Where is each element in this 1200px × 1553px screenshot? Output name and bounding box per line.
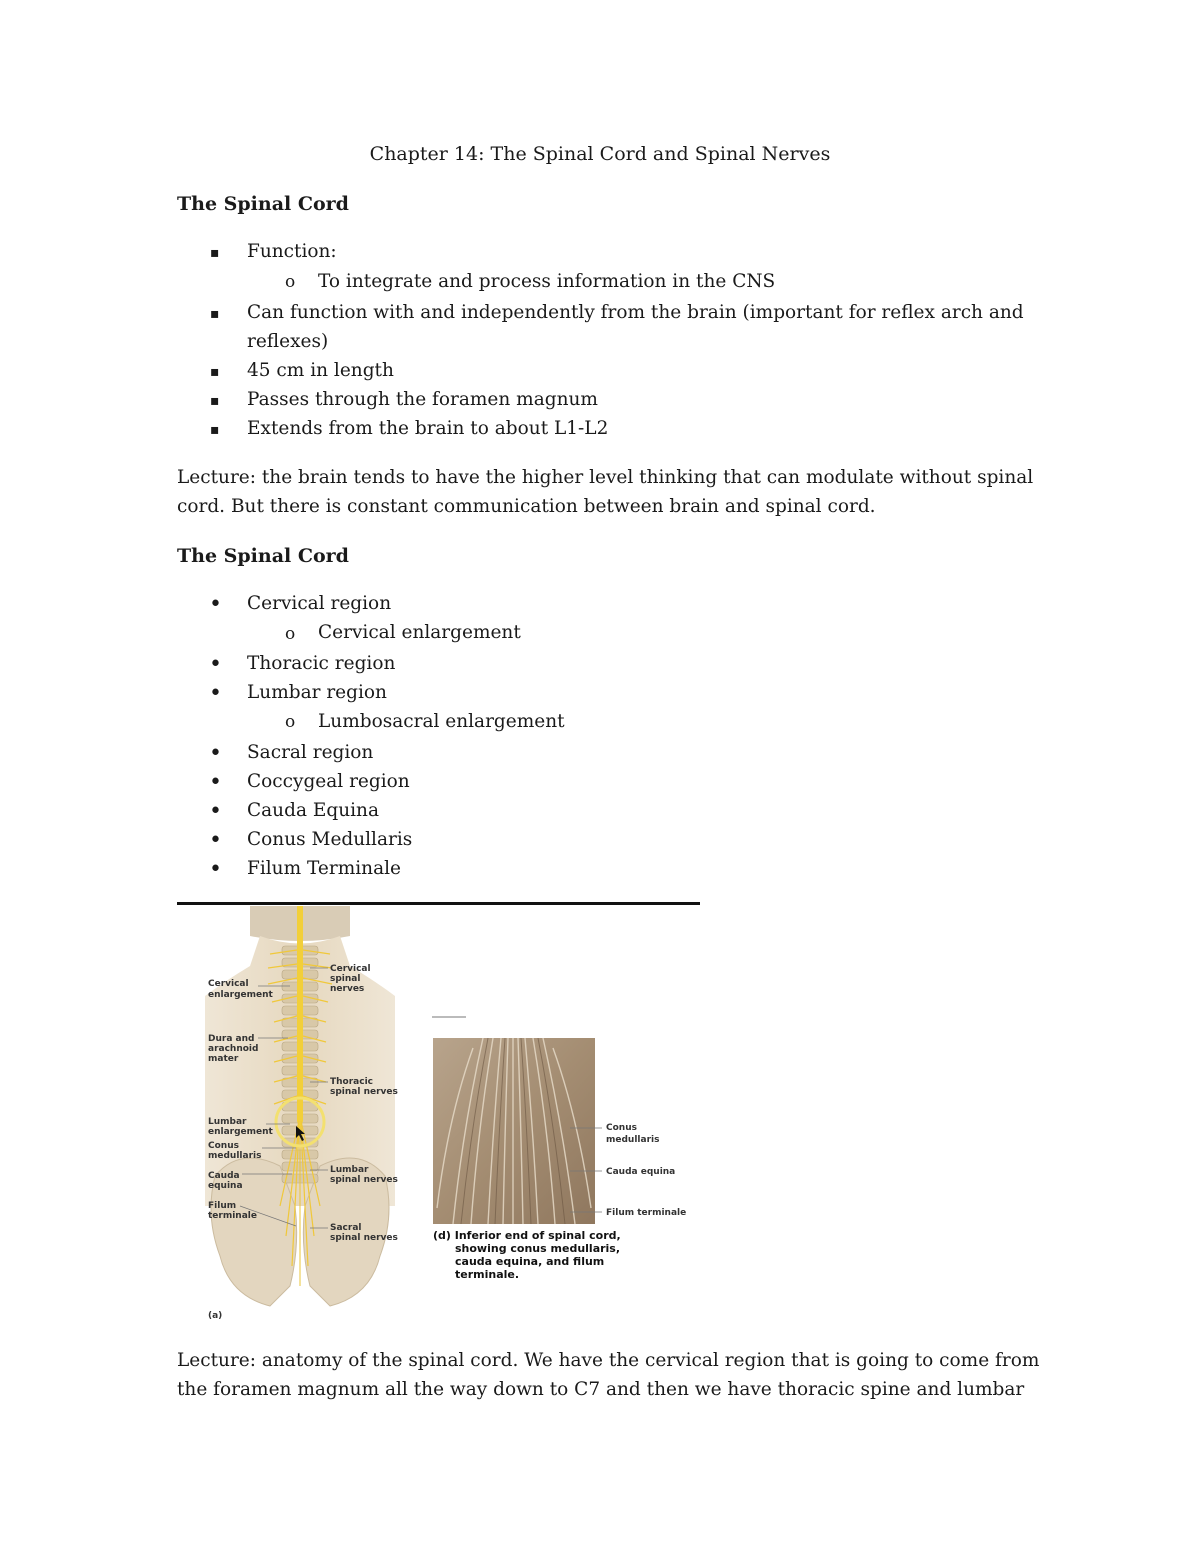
- label-cervical-spinal-nerves: Cervical: [330, 964, 371, 974]
- list-subitem: Cervical enlargement: [318, 622, 521, 643]
- bullet-marker: •: [209, 857, 222, 882]
- list-item: Function:: [247, 241, 337, 262]
- bullet-marker: •: [209, 799, 222, 824]
- bullet-marker: •: [209, 770, 222, 795]
- list-item: Coccygeal region: [247, 771, 410, 792]
- sub-bullet-marker: o: [285, 712, 296, 732]
- list-item: Sacral region: [247, 742, 374, 763]
- caption-line: terminale.: [455, 1268, 520, 1281]
- figure-d-caption: [433, 1229, 621, 1281]
- bullet-marker: •: [209, 681, 222, 706]
- bullet-marker: •: [209, 652, 222, 677]
- bullet-marker: ▪: [210, 245, 220, 261]
- list-item: 45 cm in length: [247, 360, 394, 381]
- dissection-photo: [433, 1038, 595, 1224]
- label-lumbar-spinal-nerves: Lumbar: [330, 1165, 369, 1175]
- label-cervical-enlargement: Cervical: [208, 979, 249, 989]
- label-cervical-spinal-nerves: spinal: [330, 974, 361, 984]
- list-item: Lumbar region: [247, 682, 387, 703]
- label-cauda-equina: equina: [208, 1181, 243, 1191]
- label-d-conus-medullaris: Conus: [606, 1123, 637, 1133]
- list-item-continued: reflexes): [247, 331, 329, 352]
- list-item: Cervical region: [247, 593, 392, 614]
- caption-line: cauda equina, and filum: [455, 1255, 605, 1268]
- lecture-note: cord. But there is constant communication between brain and spinal cord.: [177, 496, 876, 517]
- list-subitem: To integrate and process information in the CNS: [318, 271, 776, 292]
- bullet-marker: ▪: [210, 364, 220, 380]
- sub-bullet-marker: o: [285, 272, 296, 292]
- list-item: Can function with and independently from the brain (important for reflex arch and: [247, 302, 1024, 323]
- bullet-marker: ▪: [210, 422, 220, 438]
- list-subitem: Lumbosacral enlargement: [318, 711, 565, 732]
- label-lumbar-enlargement: enlargement: [208, 1127, 273, 1137]
- figure-panel-label: (a): [208, 1311, 223, 1321]
- label-d-filum-terminale: Filum terminale: [606, 1208, 687, 1218]
- label-dura-arachnoid: arachnoid: [208, 1044, 259, 1054]
- label-cauda-equina: Cauda: [208, 1171, 240, 1181]
- label-lumbar-spinal-nerves: spinal nerves: [330, 1175, 398, 1185]
- label-filum-terminale: Filum: [208, 1201, 237, 1211]
- lecture-note: Lecture: anatomy of the spinal cord. We have the cervical region that is going to come from: [177, 1350, 1040, 1371]
- label-thoracic-spinal-nerves: spinal nerves: [330, 1087, 398, 1097]
- figure-d-labels: [590, 1116, 710, 1226]
- faint-header-mark: [432, 1014, 472, 1020]
- label-thoracic-spinal-nerves: Thoracic: [330, 1077, 373, 1087]
- label-dura-arachnoid: mater: [208, 1054, 239, 1064]
- horizontal-rule: [177, 902, 700, 905]
- label-d-cauda-equina: Cauda equina: [606, 1167, 676, 1177]
- section-heading: The Spinal Cord: [177, 193, 349, 215]
- list-item: Filum Terminale: [247, 858, 401, 879]
- caption-line: (d) Inferior end of spinal cord,: [433, 1229, 621, 1242]
- label-conus-medullaris: Conus: [208, 1141, 239, 1151]
- list-item: Cauda Equina: [247, 800, 379, 821]
- caption-line: showing conus medullaris,: [455, 1242, 621, 1255]
- bullet-marker: •: [209, 741, 222, 766]
- label-sacral-spinal-nerves: Sacral: [330, 1223, 362, 1233]
- lecture-note: Lecture: the brain tends to have the higher level thinking that can modulate without spinal: [177, 467, 1034, 488]
- label-sacral-spinal-nerves: spinal nerves: [330, 1233, 398, 1243]
- label-leader-lines: [310, 968, 328, 1228]
- label-filum-terminale: terminale: [208, 1211, 257, 1221]
- section-heading: The Spinal Cord: [177, 545, 349, 567]
- label-lumbar-enlargement: Lumbar: [208, 1117, 247, 1127]
- label-cervical-enlargement: enlargement: [208, 990, 273, 1000]
- list-item: Passes through the foramen magnum: [247, 389, 598, 410]
- bullet-marker: ▪: [210, 306, 220, 322]
- figure-a-right-labels: [310, 906, 410, 1326]
- list-item: Extends from the brain to about L1-L2: [247, 418, 609, 439]
- label-cervical-spinal-nerves: nerves: [330, 984, 365, 994]
- bullet-marker: •: [209, 592, 222, 617]
- lecture-note: the foramen magnum all the way down to C7 and then we have thoracic spine and lumbar: [177, 1379, 1025, 1400]
- list-item: Thoracic region: [247, 653, 396, 674]
- list-item: Conus Medullaris: [247, 829, 413, 850]
- bullet-marker: •: [209, 828, 222, 853]
- bullet-marker: ▪: [210, 393, 220, 409]
- sub-bullet-marker: o: [285, 624, 296, 644]
- label-conus-medullaris: medullaris: [208, 1151, 262, 1161]
- label-leader-lines: [240, 986, 296, 1226]
- label-dura-arachnoid: Dura and: [208, 1034, 255, 1044]
- page-title: Chapter 14: The Spinal Cord and Spinal Nerves: [369, 143, 831, 165]
- label-d-conus-medullaris: medullaris: [606, 1135, 660, 1145]
